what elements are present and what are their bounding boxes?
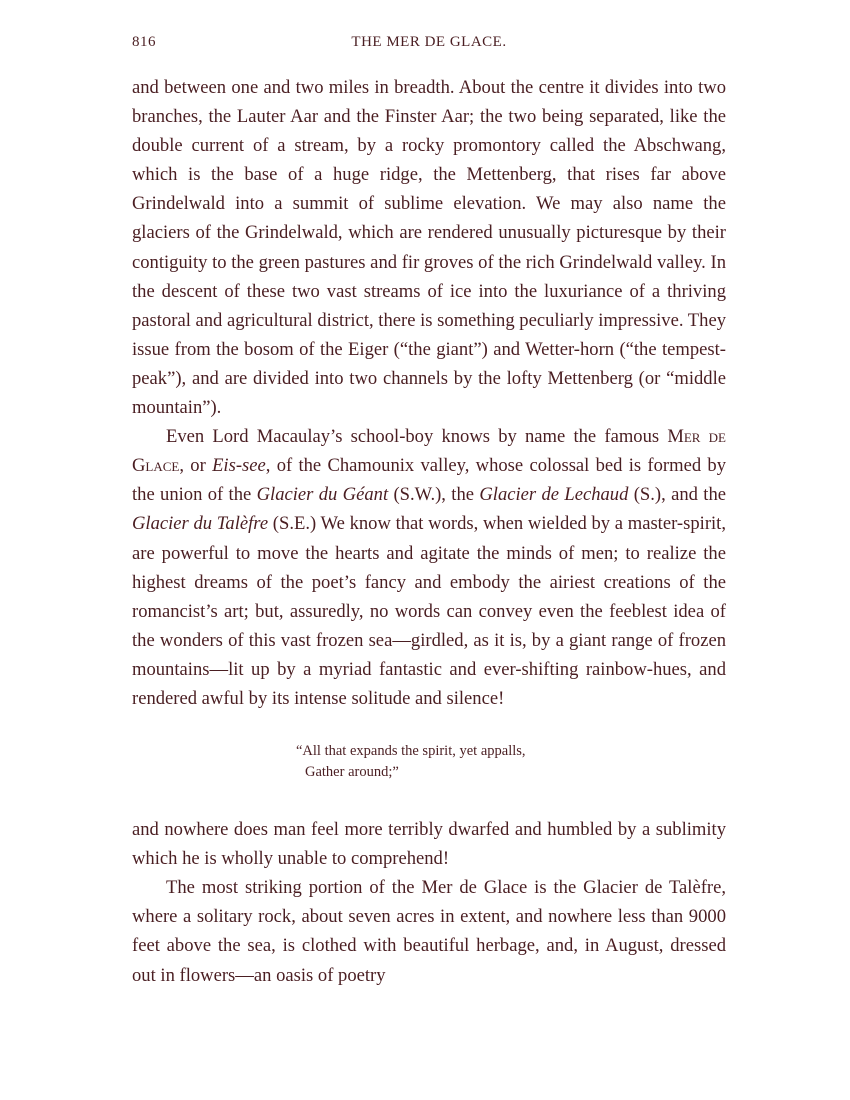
- glacier-de-lechaud-italic: Glacier de Lechaud: [479, 484, 629, 506]
- body-text: [132, 73, 726, 990]
- running-title: THE MER DE GLACE.: [351, 34, 507, 50]
- paragraph-1: and between one and two miles in breadth. About the centre it divides into two branches, the Lauter Aar and the Finster Aar; the two being separated, like the double current of a stream, by a rocky promontory called the Abschwang, which is the base of a huge ridge, the Mettenberg, that rises far above Grindelwald into a summit of sublime elevation. We may also name the glaciers of the Grindelwald, which are rendered unusually picturesque by their contiguity to the green pastures and fir groves of the rich Grindelwald valley. In the descent of these two vast streams of ice into the luxuriance of a thriving pastoral and agricultural district, there is something peculiarly impressive. They issue from the bosom of the Eiger (“the giant”) and Wetter-horn (“the tempest-peak”), and are divided into two channels by the lofty Mettenberg (or “middle mountain”).: [132, 77, 726, 419]
- paragraph-2-text-3: , of the Chamounix valley, whose colossal bed is formed by the union of the: [132, 455, 726, 506]
- paragraph-2-text-5: (S.), and the: [628, 484, 726, 506]
- mer-de-glace-smallcaps: Mer de Glace: [132, 426, 726, 477]
- paragraph-2-text-4: (S.W.), the: [388, 484, 480, 506]
- verse-line-2: Gather around;”: [305, 764, 399, 781]
- paragraph-2: [132, 422, 726, 713]
- paragraph-3: and nowhere does man feel more terribly dwarfed and humbled by a sublimity which he is wholly unable to comprehend!: [132, 819, 726, 870]
- eis-see-italic: Eis-see: [212, 455, 266, 477]
- paragraph-4: The most striking portion of the Mer de Glace is the Glacier de Talèfre, where a solitary rock, about seven acres in extent, and nowhere less than 9000 feet above the sea, is clothed with beautiful herbage, and, in August, dressed out in flowers—an oasis of poetry: [132, 877, 726, 986]
- verse-quote: [296, 741, 726, 783]
- paragraph-2-text-6: (S.E.) We know that words, when wielded by a master-spirit, are powerful to move the hearts and agitate the minds of men; to realize the highest dreams of the poet’s fancy and embody the airiest creations of the romancist’s art; but, assuredly, no words can convey even the feeblest idea of the wonders of this vast frozen sea—girdled, as it is, by a giant range of frozen mountains—lit up by a myriad fantastic and ever-shifting rainbow-hues, and rendered awful by its intense solitude and silence!: [132, 513, 726, 709]
- glacier-du-talefre-italic: Glacier du Talèfre: [132, 513, 269, 535]
- page-header: [132, 34, 726, 58]
- glacier-du-geant-italic: Glacier du Géant: [256, 484, 389, 506]
- verse-line-1: “All that expands the spirit, yet appalls,: [296, 743, 526, 760]
- paragraph-2-text-2: , or: [179, 455, 213, 477]
- page-number: 816: [132, 34, 156, 50]
- paragraph-2-text-1: Even Lord Macaulay’s school-boy knows by name the famous: [166, 426, 668, 448]
